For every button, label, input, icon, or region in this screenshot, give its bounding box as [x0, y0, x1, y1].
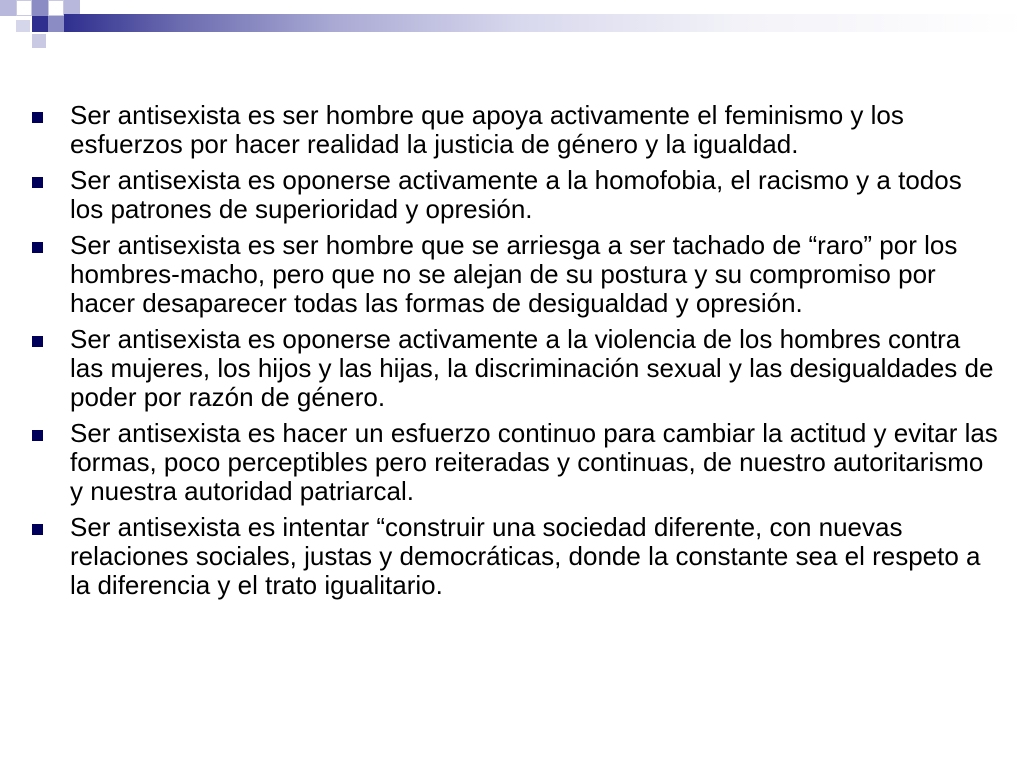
bullet-text: Ser antisexista es ser hombre que apoya activamente el feminismo y los esfuerzos por hacer realidad la justicia de género y la igualdad. — [70, 100, 904, 159]
bullet-list — [28, 101, 998, 600]
decorative-square — [32, 34, 46, 48]
bullet-text: Ser antisexista es hacer un esfuerzo continuo para cambiar la actitud y evitar las formas, poco perceptibles pero reiteradas y continuas, de nuestro autoritarismo y nuestra autoridad patriarcal. — [70, 418, 998, 506]
bullet-item — [28, 166, 998, 224]
bullet-item — [28, 325, 998, 412]
square-bullet-icon — [32, 524, 43, 535]
decorative-square — [0, 0, 16, 16]
square-bullet-icon — [32, 336, 43, 347]
slide-content — [28, 101, 998, 607]
bullet-item — [28, 513, 998, 600]
bullet-item — [28, 101, 998, 159]
bullet-text: Ser antisexista es oponerse activamente a la violencia de los hombres contra las mujeres, los hijos y las hijas, la discriminación sexual y las desigualdades de poder por razón de género. — [70, 324, 994, 412]
bullet-text: Ser antisexista es intentar “construir una sociedad diferente, con nuevas relaciones sociales, justas y democráticas, donde la constante sea el respeto a la diferencia y el trato igualitario. — [70, 512, 981, 600]
decorative-square — [48, 16, 64, 32]
bullet-text: Ser antisexista es oponerse activamente a la homofobia, el racismo y a todos los patrones de superioridad y opresión. — [70, 165, 962, 224]
decorative-square — [16, 0, 32, 16]
square-bullet-icon — [32, 177, 43, 188]
square-bullet-icon — [32, 430, 43, 441]
decorative-square — [32, 16, 48, 32]
bullet-text: Ser antisexista es ser hombre que se arriesga a ser tachado de “raro” por los hombres-macho, pero que no se alejan de su postura y su compromiso por hacer desaparecer todas las formas de desigualdad y opresión. — [70, 230, 958, 318]
decorative-square — [32, 0, 48, 16]
header-gradient-bar — [64, 14, 1024, 32]
square-bullet-icon — [32, 112, 43, 123]
square-bullet-icon — [32, 242, 43, 253]
decorative-square — [16, 20, 30, 32]
bullet-item — [28, 231, 998, 318]
bullet-item — [28, 419, 998, 506]
decorative-square — [48, 0, 64, 16]
